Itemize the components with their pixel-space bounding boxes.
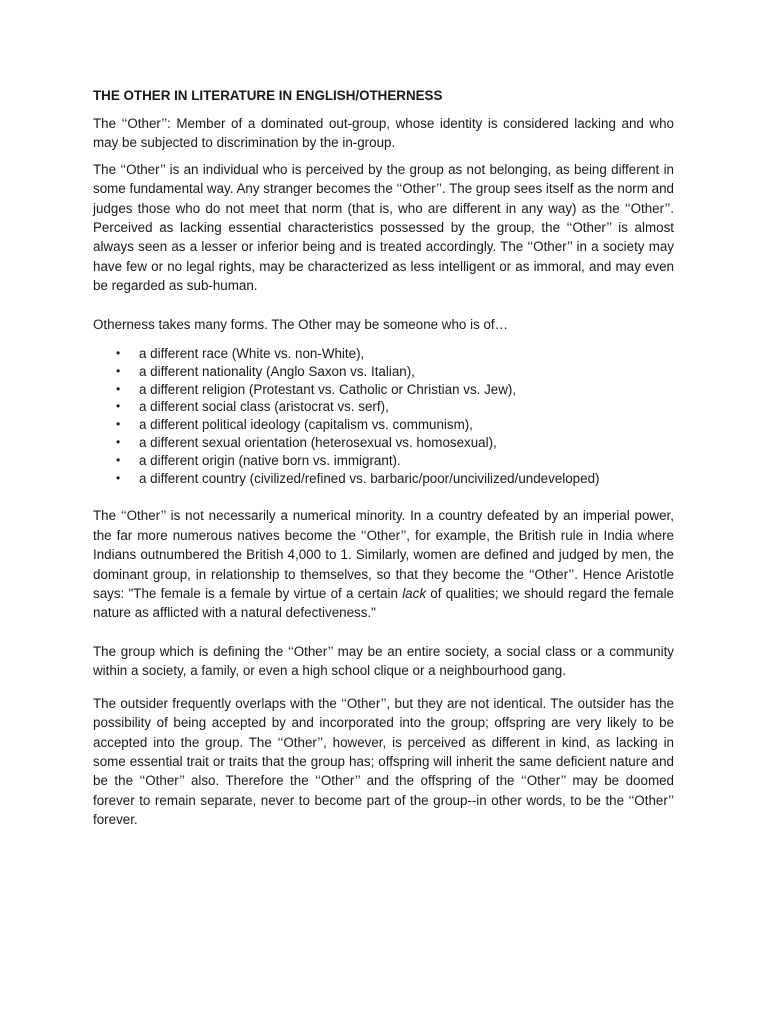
list-item: • a different origin (native born vs. immigrant). [116, 452, 401, 468]
definition-paragraph: The ‘‘Other’’: Member of a dominated out-group, whose identity is considered lacking and who may be subjected to discrimination by the in-group. [93, 116, 674, 151]
otherness-forms-list [93, 345, 674, 487]
bullet-icon: • [116, 452, 121, 467]
list-item: • a different nationality (Anglo Saxon vs. Italian), [116, 363, 415, 379]
list-item: • a different sexual orientation (heterosexual vs. homosexual), [116, 435, 497, 451]
list-item: • a different country (civilized/refined vs. barbaric/poor/uncivilized/undeveloped) [116, 470, 600, 486]
otherness-forms-intro: Otherness takes many forms. The Other may be someone who is of… [93, 316, 509, 332]
list-item: • a different race (White vs. non-White), [116, 346, 365, 362]
emphasis-lack: lack [402, 586, 427, 602]
list-item: • a different political ideology (capitalism vs. communism), [116, 417, 473, 433]
bullet-icon: • [116, 363, 121, 378]
bullet-icon: • [116, 399, 121, 414]
bullet-icon: • [116, 417, 121, 432]
bullet-icon: • [116, 435, 121, 450]
other-description-paragraph: The ‘‘Other’’ is an individual who is perceived by the group as not belonging, as being different in some fundamental way. Any stranger becomes the ‘‘Other’’. The group sees itself as the norm and judges those who do not meet that norm (that is, who are different in any way) as the ‘‘Other’’. Perceived as lacking essential characteristics possessed by the group, the ‘‘Other’’ is almost always seen as a lesser or inferior being and is treated accordingly. The ‘‘Other’’ in a society may have few or no legal rights, may be characterized as less intelligent or as immoral, and may even be regarded as sub-human. [93, 161, 674, 294]
bullet-icon: • [116, 381, 121, 396]
numerical-minority-paragraph: The ‘‘Other’’ is not necessarily a numerical minority. In a country defeated by an imperial power, the far more numerous natives become the ‘‘Other’’, for example, the British rule in India where Indians outnumbered the British 4,000 to 1. Similarly, women are defined and judged by men, the dominant group, in relationship to themselves, so that they become the ‘‘Other’’. Hence Aristotle says: "The female is a female by virtue of a certain lack of qualities; we should regard the female nature as afflicted with a natural defectiveness." [93, 508, 674, 621]
bullet-icon: • [116, 470, 121, 485]
document-title: THE OTHER IN LITERATURE IN ENGLISH/OTHERNESS [93, 88, 443, 103]
outsider-paragraph: The outsider frequently overlaps with the ‘‘Other’’, but they are not identical. The outsider has the possibility of being accepted by and incorporated into the group; offspring are very likely to be accepted into the group. The ‘‘Other’’, however, is perceived as different in kind, as lacking in some essential trait or traits that the group has; offspring will inherit the same deficient nature and be the ‘‘Other’’ also. Therefore the ‘‘Other’’ and the offspring of the ‘‘Other’’ may be doomed forever to remain separate, never to become part of the group--in other words, to be the ‘‘Other’’ forever. [93, 695, 674, 828]
list-item: • a different religion (Protestant vs. Catholic or Christian vs. Jew), [116, 381, 517, 397]
defining-group-paragraph: The group which is defining the ‘‘Other’’ may be an entire society, a social class or a community within a society, a family, or even a high school clique or a neighbourhood gang. [93, 643, 674, 679]
bullet-icon: • [116, 346, 121, 361]
list-item: • a different social class (aristocrat vs. serf), [116, 399, 389, 415]
document-page [93, 86, 674, 837]
